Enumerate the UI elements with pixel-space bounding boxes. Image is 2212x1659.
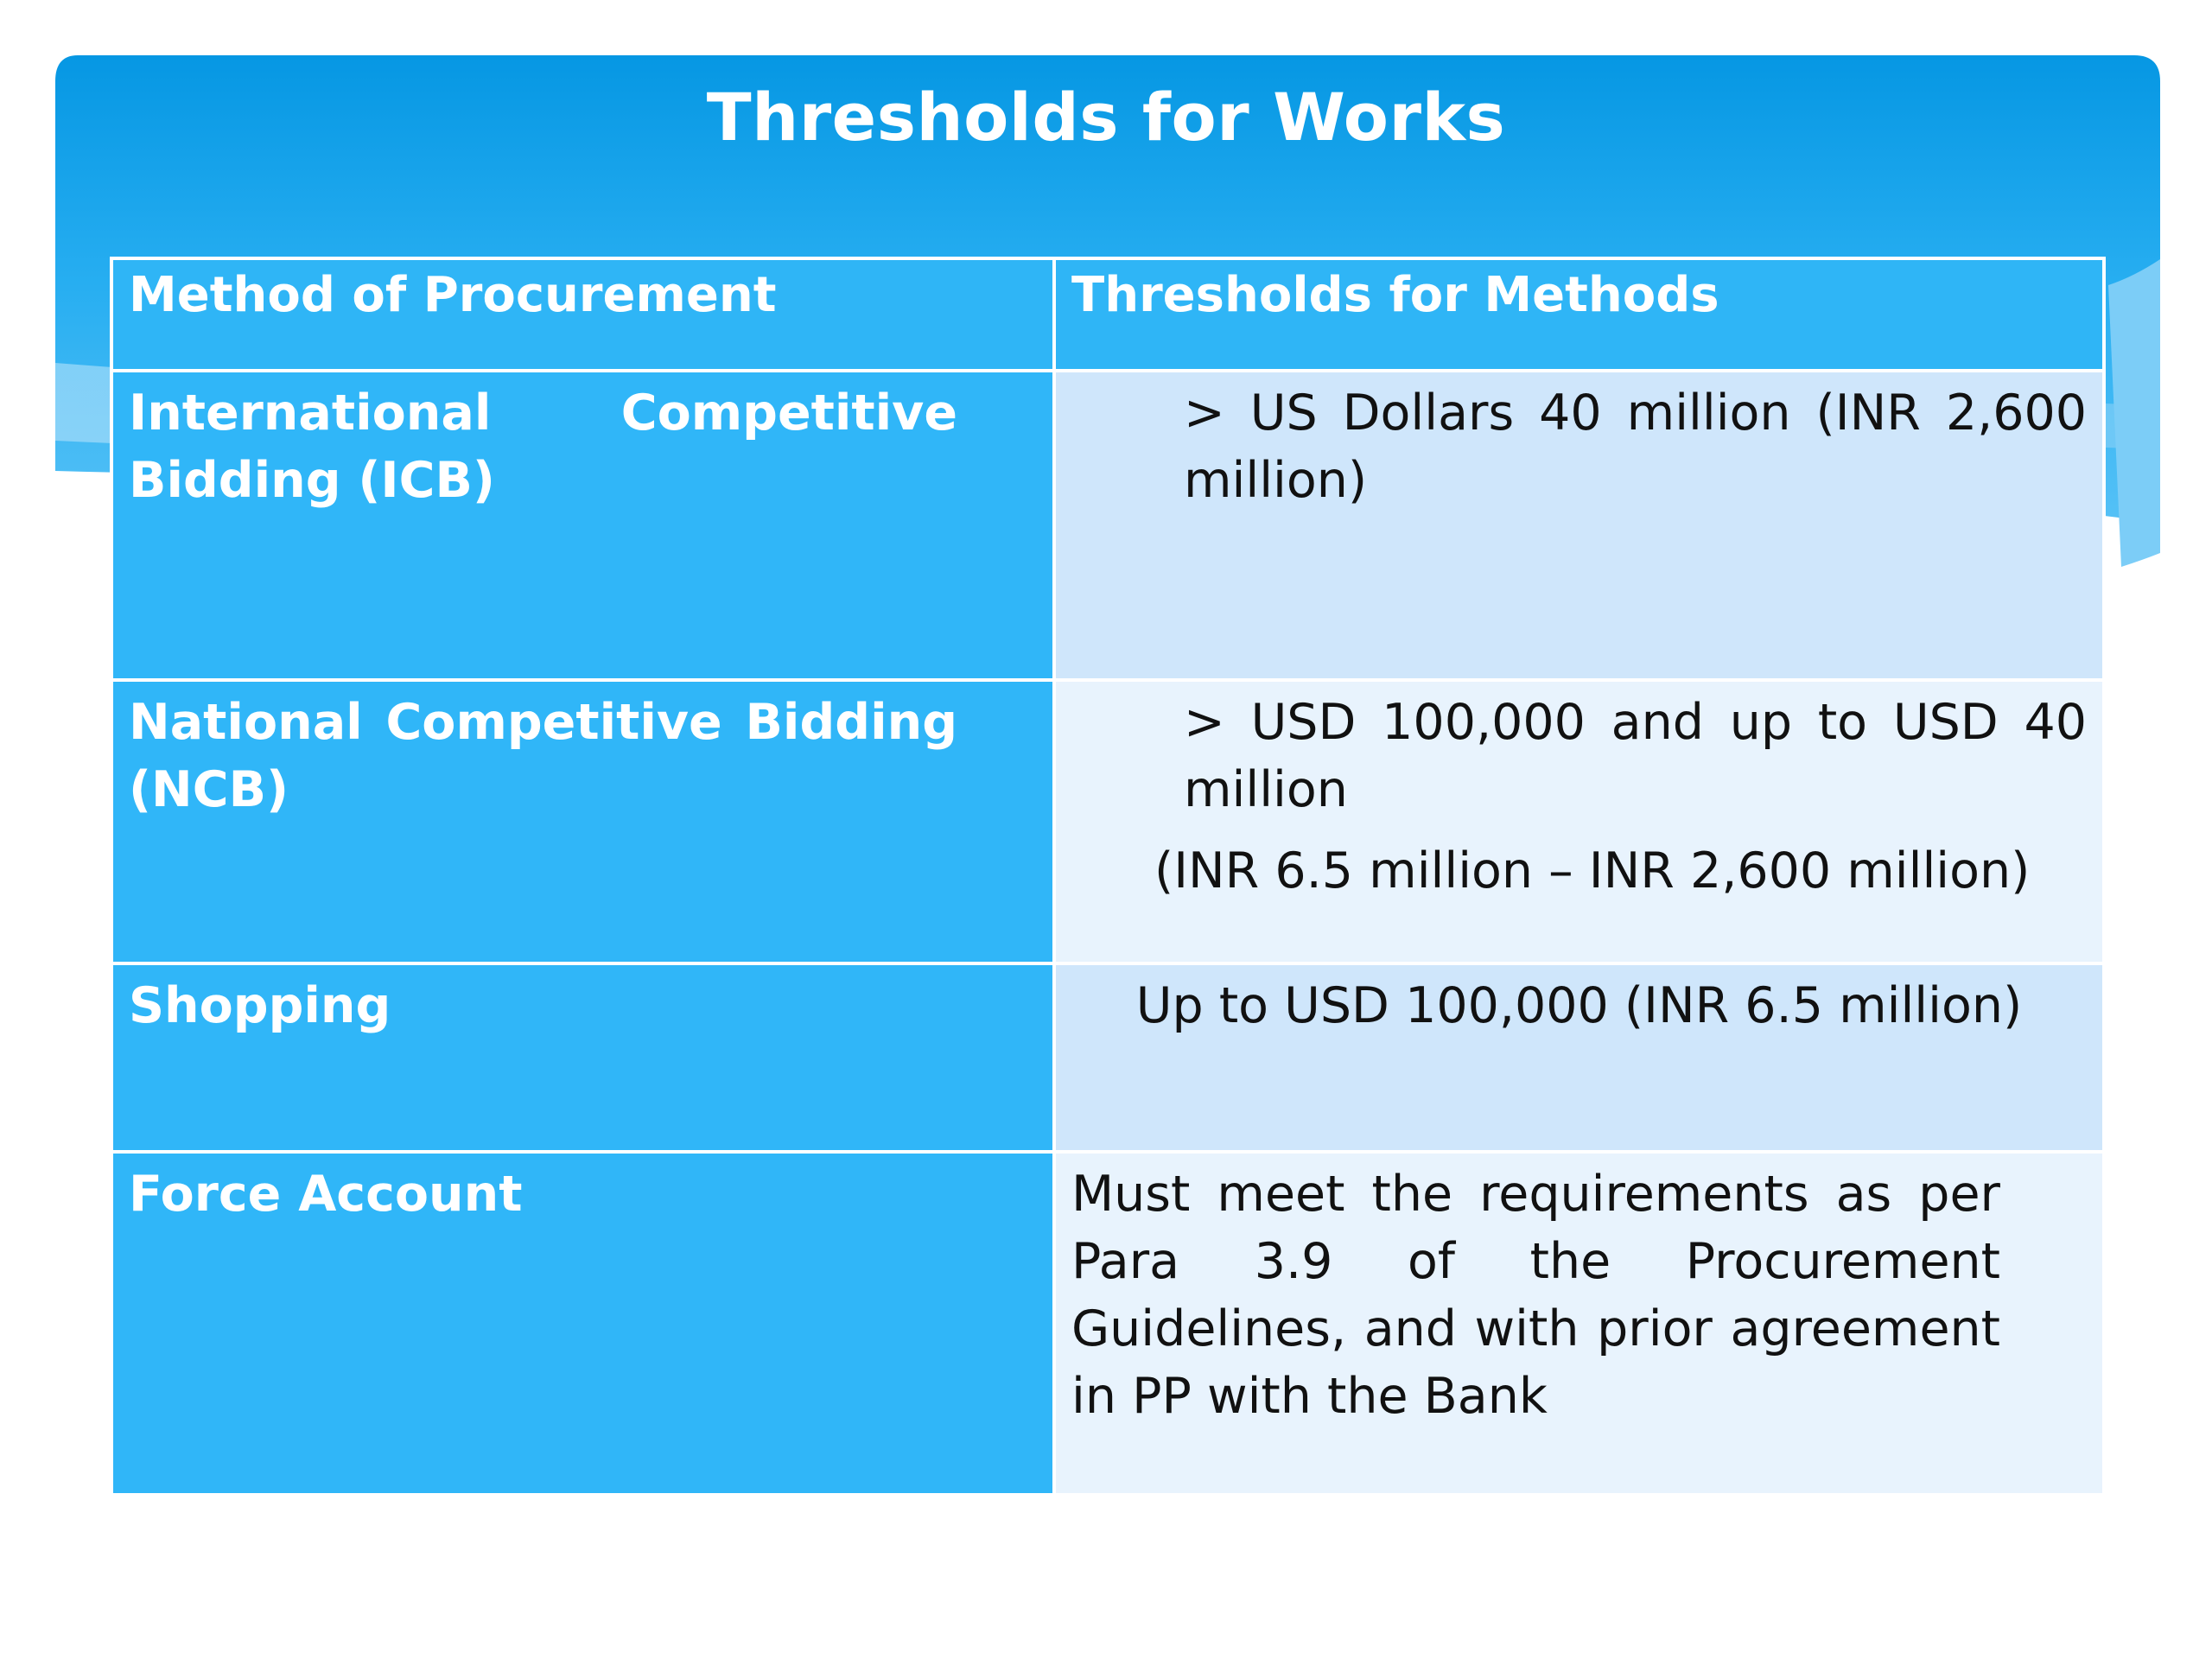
threshold-cell-shopping [1054, 963, 2104, 1152]
table-row [111, 1152, 2104, 1495]
threshold-text: Up to USD 100,000 (INR 6.5 million) [1135, 977, 2023, 1034]
table-header-row [111, 258, 2104, 371]
threshold-text: > US Dollars 40 million (INR 2,600 million) [1184, 385, 2087, 509]
table-row [111, 680, 2104, 963]
method-cell-force-account: Force Account [111, 1152, 1054, 1495]
method-cell-ncb: National Competitive Bidding (NCB) [111, 680, 1054, 963]
threshold-text: > USD 100,000 and up to USD 40 million [1184, 694, 2087, 818]
threshold-cell-ncb [1054, 680, 2104, 963]
header-threshold: Thresholds for Methods [1054, 258, 2104, 371]
threshold-text: Must meet the requirements as per Para 3.9 of the Procurement Guidelines, and with prior agreement in PP with the Bank [1071, 1166, 2000, 1425]
table-row [111, 371, 2104, 680]
table-row [111, 963, 2104, 1152]
threshold-cell-force-account [1054, 1152, 2104, 1495]
header-method: Method of Procurement [111, 258, 1054, 371]
threshold-note: (INR 6.5 million – INR 2,600 million) [1154, 842, 2031, 899]
method-cell-icb: International Competitive Bidding (ICB) [111, 371, 1054, 680]
thresholds-table [110, 257, 2106, 1497]
slide-title: Thresholds for Works [706, 79, 1506, 156]
threshold-cell-icb [1054, 371, 2104, 680]
method-cell-shopping: Shopping [111, 963, 1054, 1152]
